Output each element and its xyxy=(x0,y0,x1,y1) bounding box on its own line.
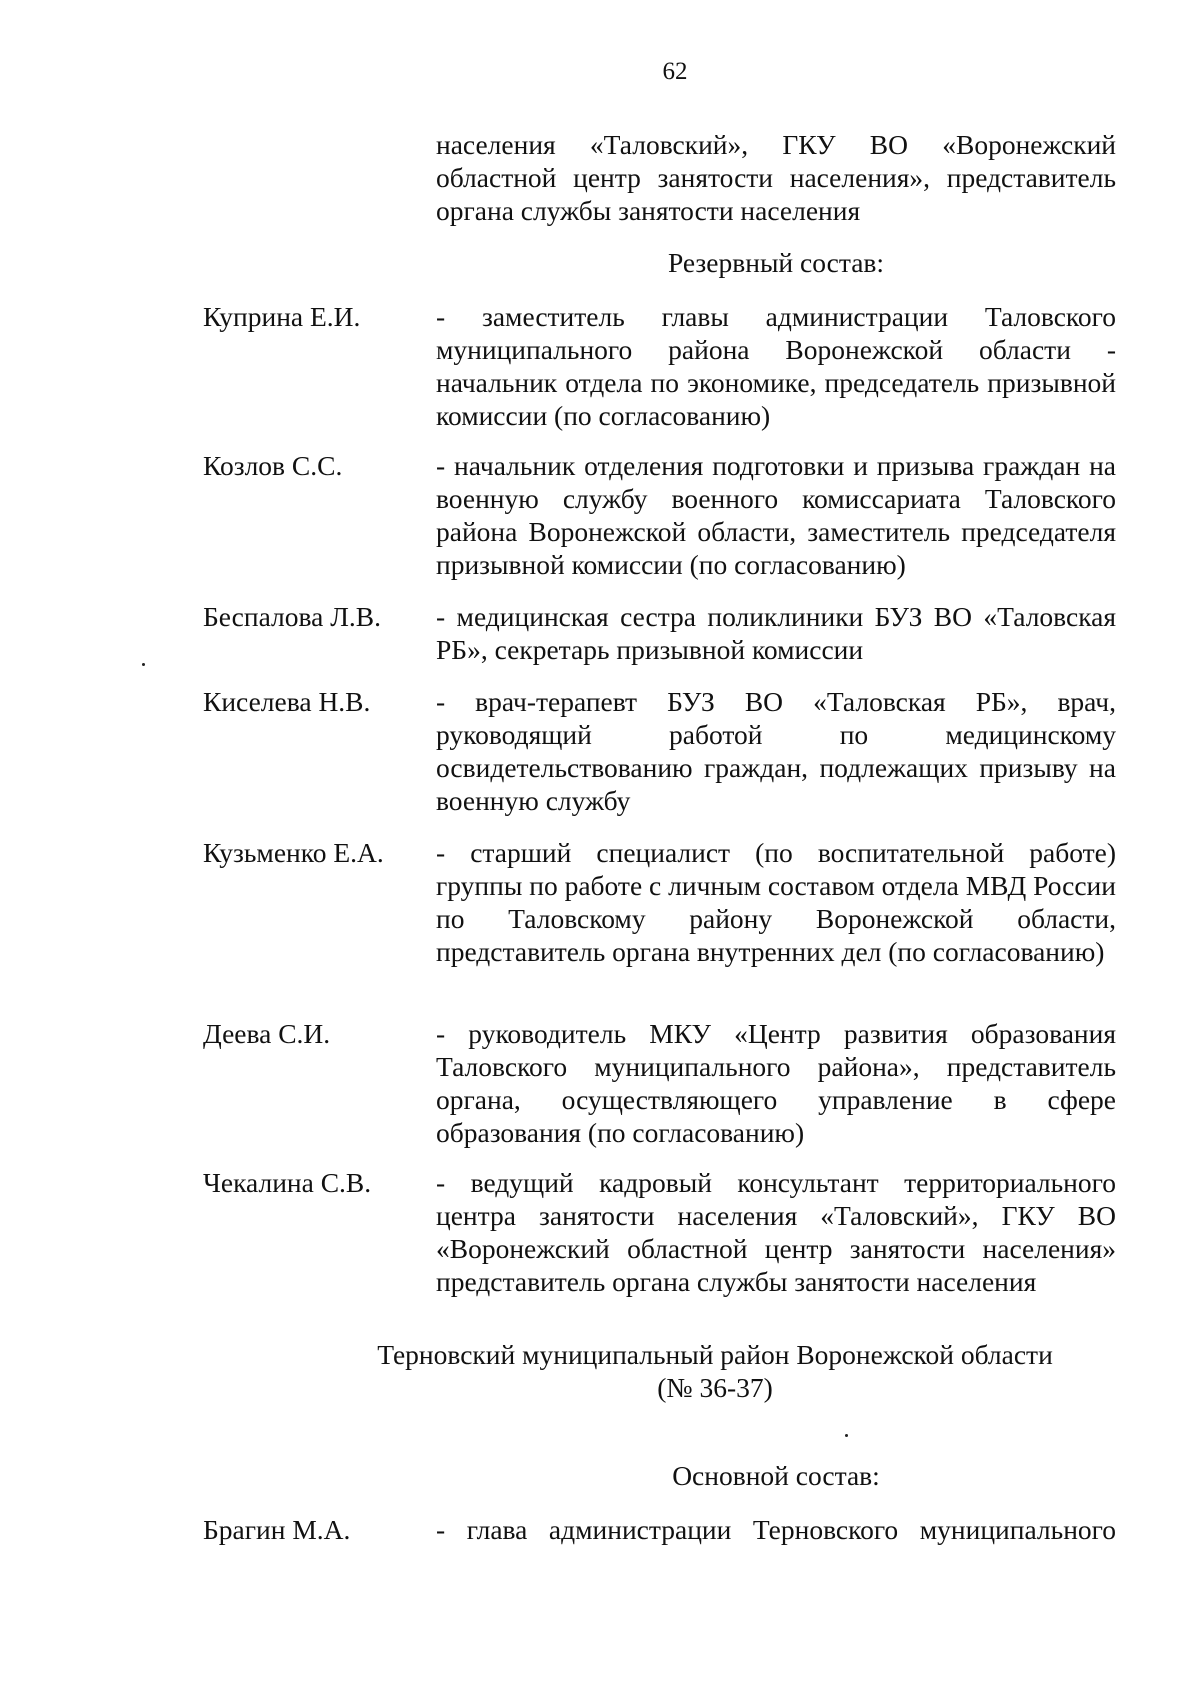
member-role: - глава администрации Терновского муниципального xyxy=(436,1514,1116,1545)
member-role: - врач-терапевт БУЗ ВО «Таловская РБ», врач, руководящий работой по медицинскому освидетельствованию граждан, подлежащих призыву на военную службу xyxy=(436,686,1116,816)
scan-speck xyxy=(845,1434,848,1437)
member-role: - ведущий кадровый консультант территориального центра занятости населения «Таловский», ГКУ ВО «Воронежский областной центр занятости населения» представитель органа службы занятости населения xyxy=(436,1167,1116,1297)
reserve-heading: Резервный состав: xyxy=(667,247,885,278)
member-name: Киселева Н.В. xyxy=(203,686,371,717)
member-role: - заместитель главы администрации Таловского муниципального района Воронежской области - начальник отдела по экономике, председатель призывной комиссии (по согласованию) xyxy=(436,301,1116,431)
intro-paragraph: населения «Таловский», ГКУ ВО «Воронежский областной центр занятости населения», представитель органа службы занятости населения xyxy=(436,129,1116,226)
member-name: Беспалова Л.В. xyxy=(203,601,381,632)
main-heading: Основной состав: xyxy=(672,1460,880,1491)
member-name: Куприна Е.И. xyxy=(203,301,361,332)
member-name: Деева С.И. xyxy=(203,1018,331,1049)
member-role: - медицинская сестра поликлиники БУЗ ВО «Таловская РБ», секретарь призывной комиссии xyxy=(436,601,1116,665)
scan-speck xyxy=(142,663,145,666)
member-role: - старший специалист (по воспитательной работе) группы по работе с личным составом отдела МВД России по Таловскому району Воронежской области, представитель органа внутренних дел (по согласованию) xyxy=(436,837,1116,967)
district-heading-line1: Терновский муниципальный район Воронежской области xyxy=(377,1339,1053,1370)
member-name: Чекалина С.В. xyxy=(203,1167,372,1198)
member-name: Козлов С.С. xyxy=(203,450,343,481)
page-number: 62 xyxy=(662,58,688,85)
district-heading xyxy=(250,1338,1180,1404)
member-role: - руководитель МКУ «Центр развития образования Таловского муниципального района», представитель органа, осуществляющего управление в сфере образования (по согласованию) xyxy=(436,1018,1116,1148)
district-heading-line2: (№ 36-37) xyxy=(657,1372,773,1403)
member-name: Кузьменко Е.А. xyxy=(203,837,384,868)
member-role: - начальник отделения подготовки и призыва граждан на военную службу военного комиссариата Таловского района Воронежской области, заместитель председателя призывной комиссии (по согласованию) xyxy=(436,450,1116,580)
member-name: Брагин М.А. xyxy=(203,1514,351,1545)
